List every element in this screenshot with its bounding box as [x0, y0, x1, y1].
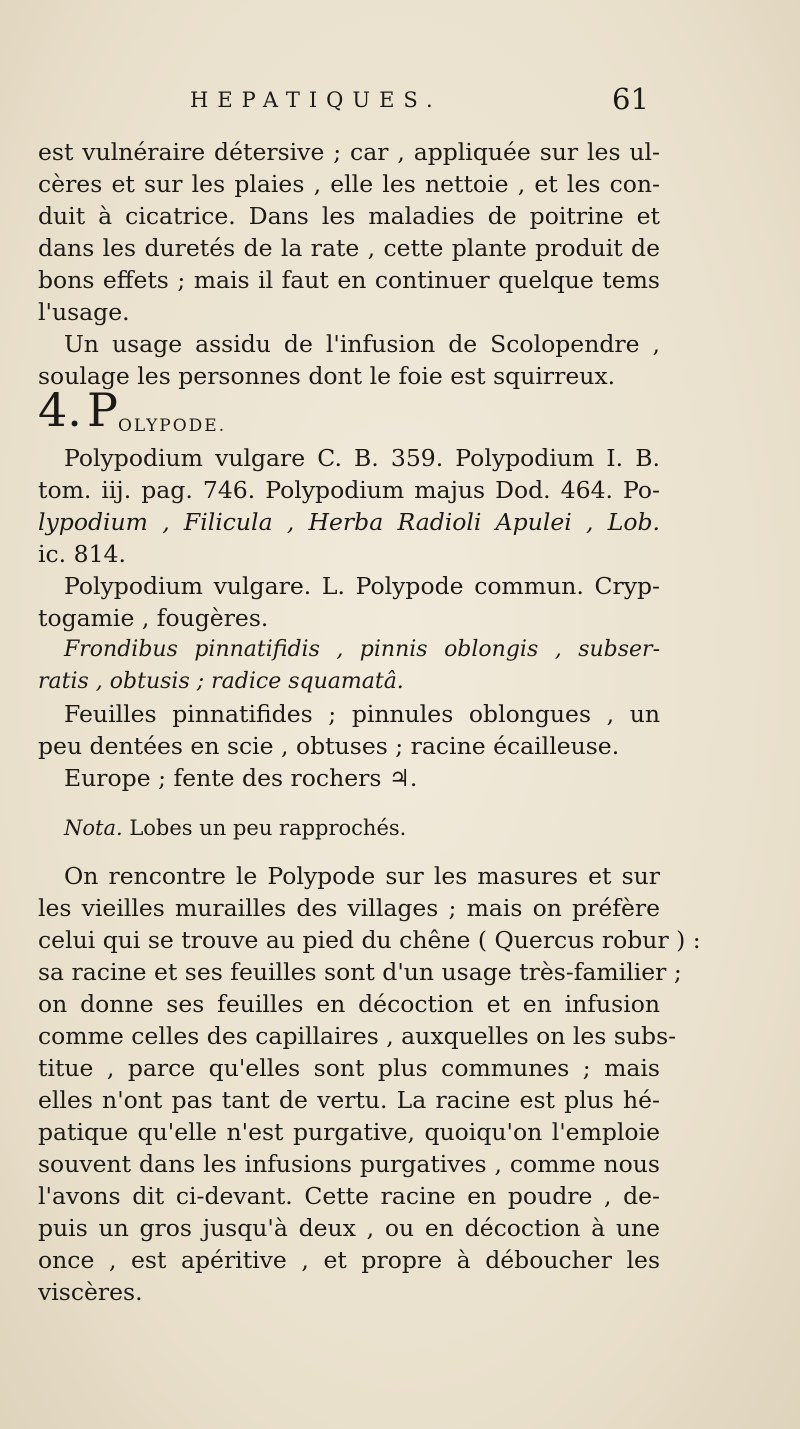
- text-line: les vieilles murailles des villages ; mais on préfère: [38, 894, 660, 922]
- text-line: est vulnéraire détersive ; car , appliquée sur les ul-: [38, 138, 660, 166]
- text-line: Europe ; fente des rochers ♃.: [64, 764, 418, 792]
- text-line: ic. 814.: [38, 540, 126, 568]
- synonyms: [38, 442, 660, 570]
- habitat: [38, 762, 660, 794]
- text-line: once , est apéritive , et propre à déboucher les: [38, 1246, 660, 1274]
- text-line: dans les duretés de la rate , cette plante produit de: [38, 234, 660, 262]
- linnaean-name: [38, 570, 660, 634]
- text-line: duit à cicatrice. Dans les maladies de poitrine et: [38, 202, 660, 230]
- text-line: peu dentées en scie , obtuses ; racine écailleuse.: [38, 732, 620, 760]
- paragraph-continuation: [38, 136, 660, 328]
- text-line: on donne ses feuilles en décoction et en infusion: [38, 990, 660, 1018]
- text-line: souvent dans les infusions purgatives , comme nous: [38, 1150, 660, 1178]
- text-line: bons effets ; mais il faut en continuer quelque tems: [38, 266, 660, 294]
- text-line: tom. iij. pag. 746. Polypodium majus Dod. 464. Po-: [38, 476, 660, 504]
- section-initial: P: [86, 383, 118, 437]
- text-line: viscères.: [38, 1278, 143, 1306]
- text-line: comme celles des capillaires , auxquelles on les subs-: [38, 1022, 677, 1050]
- paragraph-usage: [38, 860, 701, 1308]
- text-line: titue , parce qu'elles sont plus communes ; mais: [38, 1054, 660, 1082]
- nota-line: [38, 812, 660, 844]
- text-line: Frondibus pinnatifidis , pinnis oblongis , subser-: [64, 637, 660, 662]
- french-description: [38, 698, 660, 762]
- text-line: l'avons dit ci-devant. Cette racine en poudre , de-: [38, 1182, 660, 1210]
- nota-text: Lobes un peu rapprochés.: [122, 816, 407, 840]
- text-line: cères et sur les plaies , elle les nettoie , et les con-: [38, 170, 660, 198]
- section-number: 4.: [38, 383, 82, 437]
- page-number: 61: [612, 82, 649, 116]
- text-line: Feuilles pinnatifides ; pinnules oblongues , un: [64, 700, 660, 728]
- latin-description: [38, 634, 660, 698]
- text-line: celui qui se trouve au pied du chêne ( Quercus robur ) :: [38, 926, 701, 954]
- text-line: puis un gros jusqu'à deux , ou en décoction à une: [38, 1214, 660, 1242]
- text-line: l'usage.: [38, 298, 130, 326]
- text-line: lypodium , Filicula , Herba Radioli Apulei , Lob.: [38, 508, 660, 536]
- nota: [38, 812, 660, 844]
- text-line: Polypodium vulgare C. B. 359. Polypodium I. B.: [64, 444, 660, 472]
- text-line: elles n'ont pas tant de vertu. La racine est plus hé-: [38, 1086, 660, 1114]
- text-line: Polypodium vulgare. L. Polypode commun. Cryp-: [64, 572, 660, 600]
- text-line: ratis , obtusis ; radice squamatâ.: [38, 669, 404, 694]
- nota-label: Nota.: [64, 816, 123, 840]
- text-line: sa racine et ses feuilles sont d'un usage très-familier ;: [38, 958, 682, 986]
- text-line: soulage les personnes dont le foie est squirreux.: [38, 362, 616, 390]
- section-heading: [38, 383, 226, 437]
- text-line: togamie , fougères.: [38, 604, 269, 632]
- running-title: HEPATIQUES.: [190, 88, 442, 112]
- text-line: Un usage assidu de l'infusion de Scolopendre ,: [64, 330, 660, 358]
- text-line: On rencontre le Polypode sur les masures et sur: [64, 862, 660, 890]
- text-line: patique qu'elle n'est purgative, quoiqu'on l'emploie: [38, 1118, 660, 1146]
- section-title-rest: OLYPODE.: [117, 416, 227, 436]
